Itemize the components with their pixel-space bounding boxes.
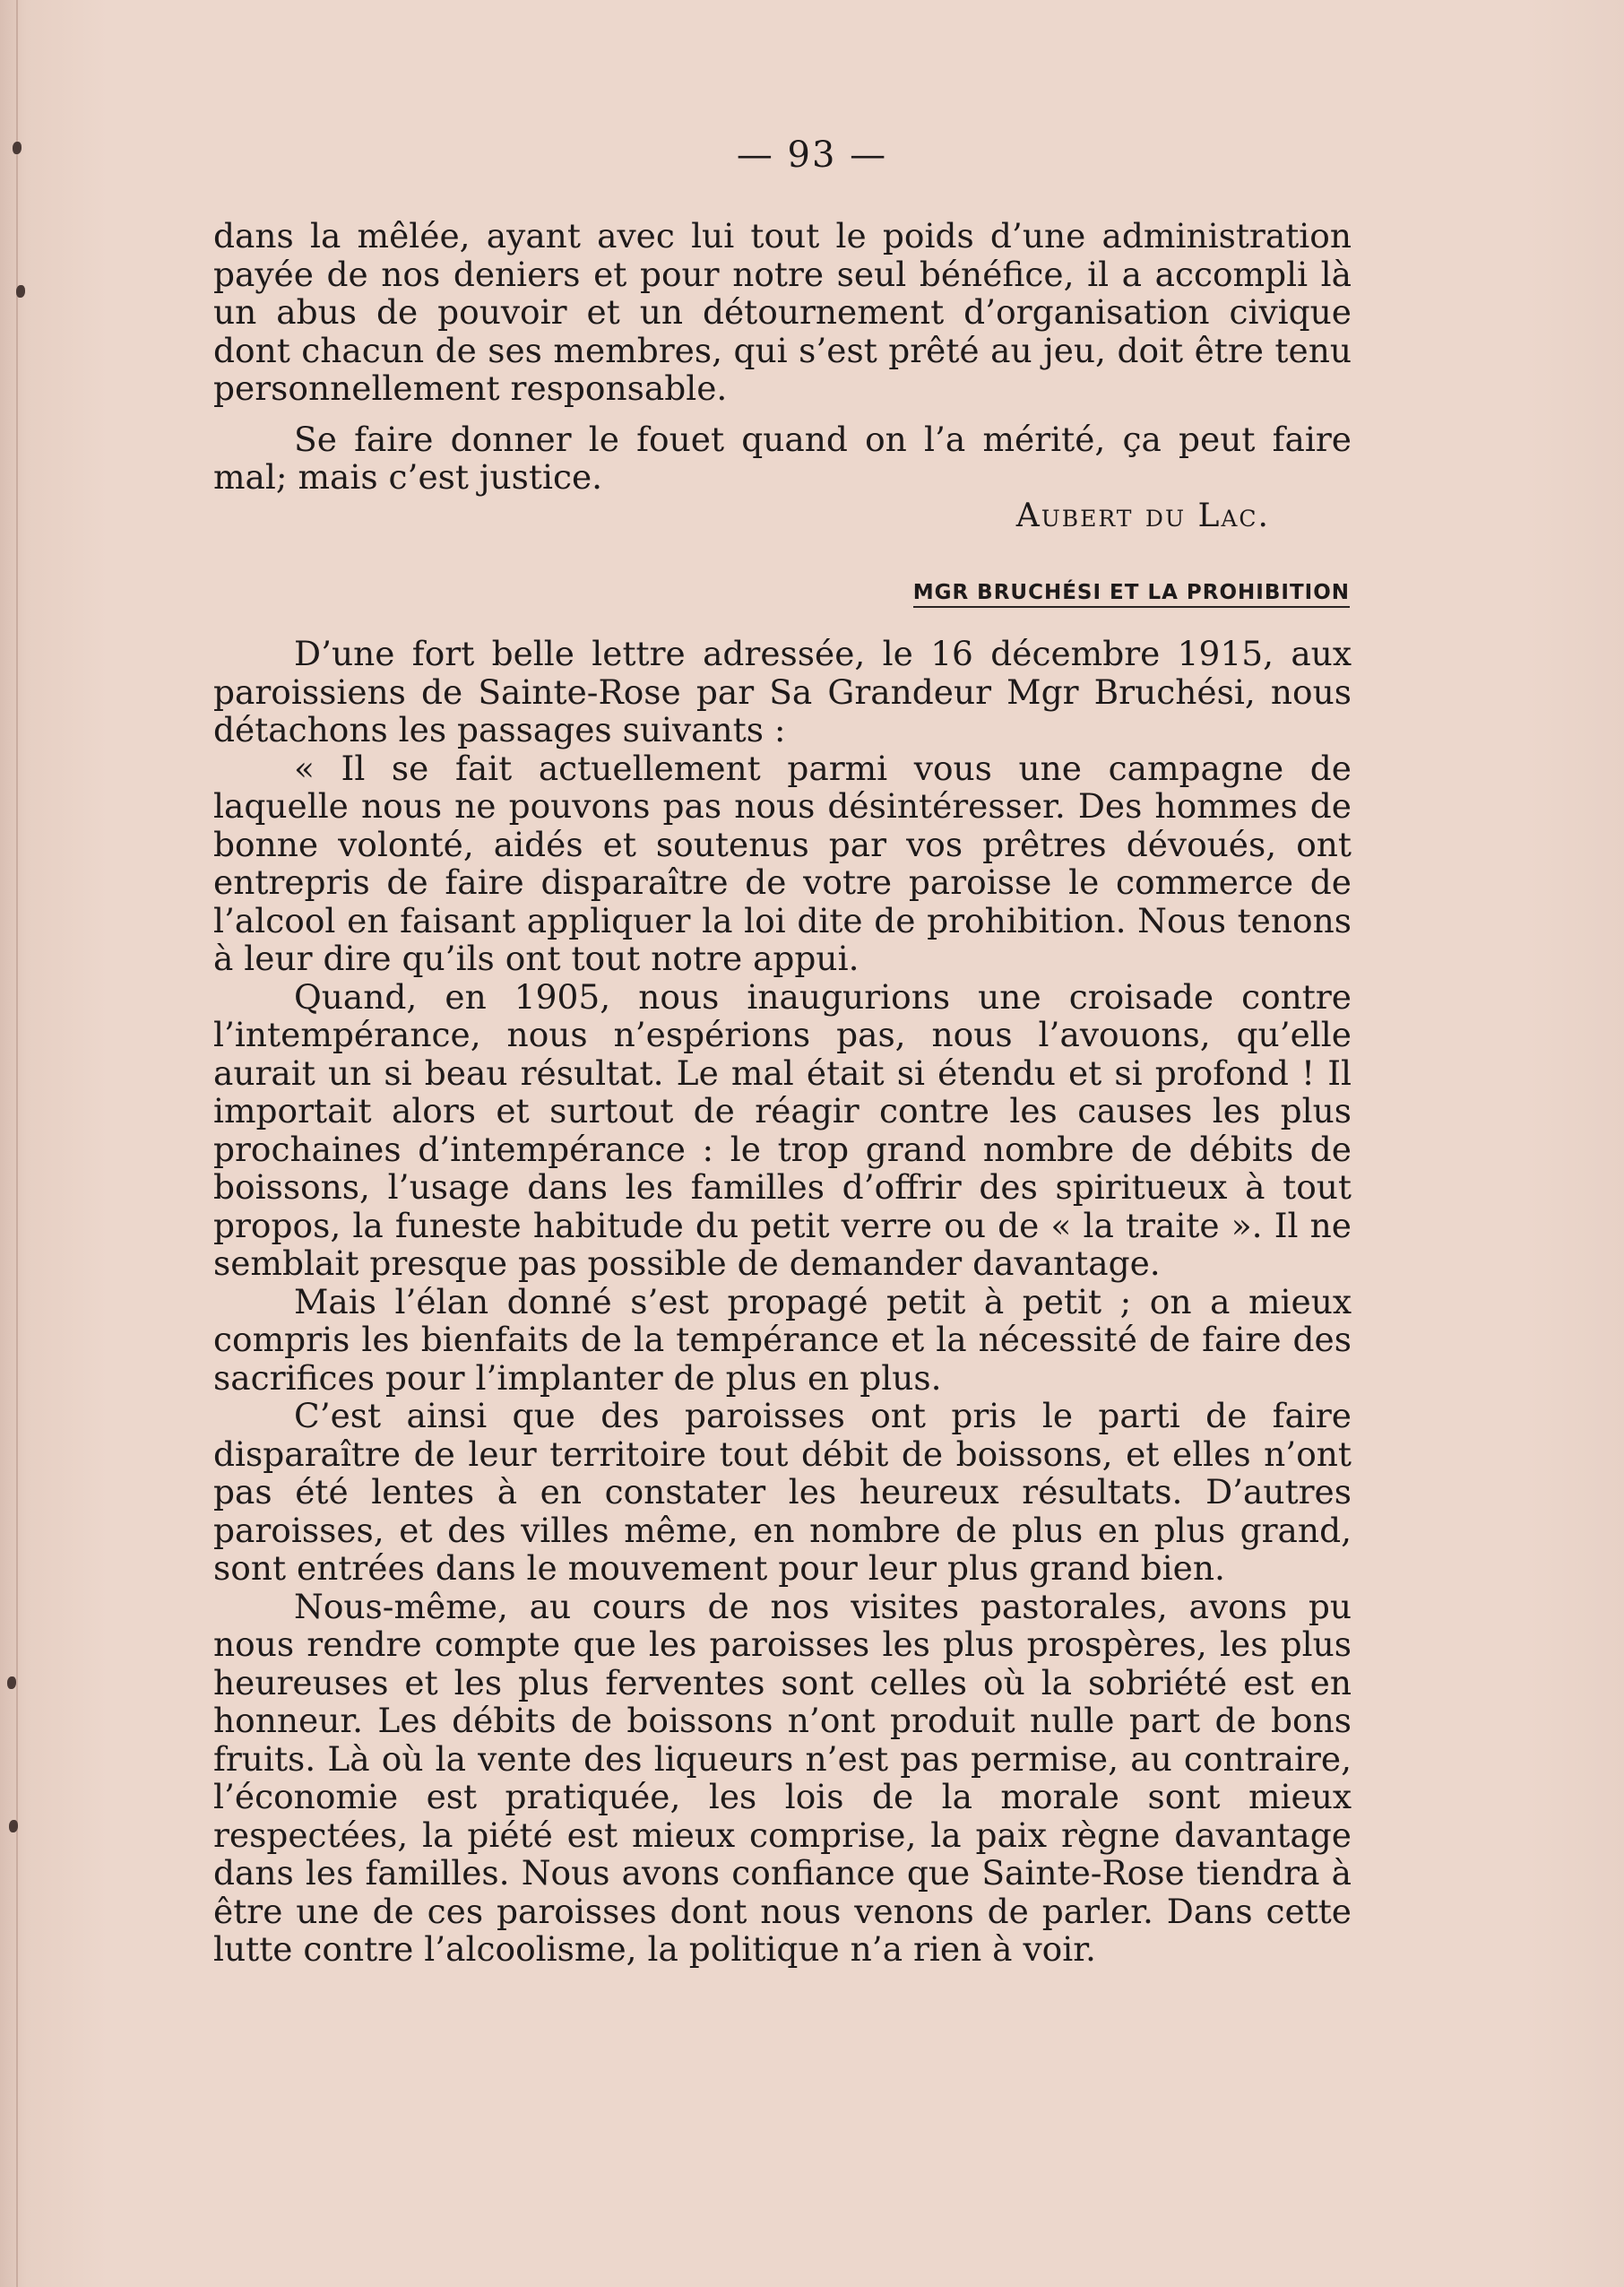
page-number: — 93 — bbox=[736, 134, 888, 176]
section1-text bbox=[213, 217, 1352, 497]
section-heading: MGR BRUCHÉSI ET LA PROHIBITION bbox=[913, 581, 1350, 608]
paragraph: Se faire donner le fouet quand on l’a mérité, ça peut faire mal; mais c’est justice. bbox=[213, 419, 1352, 497]
paragraph: Nous-même, au cours de nos visites pastorales, avons pu nous rendre compte que les paroisses les plus prospères, les plus heureuses et les plus ferventes sont celles où la sobriété est en honneur. Les débits de boissons n’ont produit nulle part de bons fruits. Là où la vente des liqueurs n’est pas permise, au contraire, l’économie est pratiquée, les lois de la morale sont mieux respectées, la piété est mieux comprise, la paix règne davantage dans les familles. Nous avons confiance que Sainte-Rose tiendra à être une de ces paroisses dont nous venons de parler. Dans cette lutte contre l’alcoolisme, la politique n’a rien à voir. bbox=[213, 1586, 1352, 1969]
margin-mark bbox=[9, 1820, 18, 1832]
intro-paragraph: D’une fort belle lettre adressée, le 16 décembre 1915, aux paroissiens de Sainte-Rose par Sa Grandeur Mgr Bruchési, nous détachons les passages suivants : bbox=[213, 634, 1352, 749]
paragraph: Mais l’élan donné s’est propagé petit à petit ; on a mieux compris les bienfaits de la tempérance et la nécessité de faire des sacrifices pour l’implanter de plus en plus. bbox=[213, 1281, 1352, 1398]
paragraph: « Il se fait actuellement parmi vous une campagne de laquelle nous ne pouvons pas nous désintéresser. Des hommes de bonne volonté, aidés et soutenus par vos prêtres dévoués, ont entrepris de faire disparaître de votre paroisse le commerce de l’alcool en faisant appliquer la loi dite de prohibition. Nous tenons à leur dire qu’ils ont tout notre appui. bbox=[213, 748, 1352, 978]
paragraph: C’est ainsi que des paroisses ont pris le parti de faire disparaître de leur territoire tout débit de boissons, et elles n’ont pas été lentes à en constater les heureux résultats. D’autres paroisses, et des villes même, en nombre de plus en plus grand, sont entrées dans le mouvement pour leur plus grand bien. bbox=[213, 1396, 1352, 1588]
paragraph: dans la mêlée, ayant avec lui tout le poids d’une administration payée de nos deniers et pour notre seul bénéfice, il a accompli là un abus de pouvoir et un détournement d’organisation civique dont chacun de ses membres, qui s’est prêté au jeu, doit être tenu personnellement responsable. bbox=[213, 216, 1352, 408]
section2-text bbox=[213, 635, 1352, 1969]
binding-edge bbox=[16, 0, 18, 2287]
margin-mark bbox=[7, 1676, 16, 1689]
paragraph: Quand, en 1905, nous inaugurions une croisade contre l’intempérance, nous n’espérions pas, nous l’avouons, qu’elle aurait un si beau résultat. Le mal était si étendu et si profond ! Il importait alors et surtout de réagir contre les causes les plus prochaines d’intempérance : le trop grand nombre de débits de boissons, l’usage dans les familles d’offrir des spiritueux à tout propos, la funeste habitude du petit verre ou de « la traite ». Il ne semblait presque pas possible de demander davantage. bbox=[213, 976, 1352, 1283]
author-signature: Aubert du Lac. bbox=[1015, 498, 1270, 534]
margin-mark bbox=[16, 285, 25, 298]
